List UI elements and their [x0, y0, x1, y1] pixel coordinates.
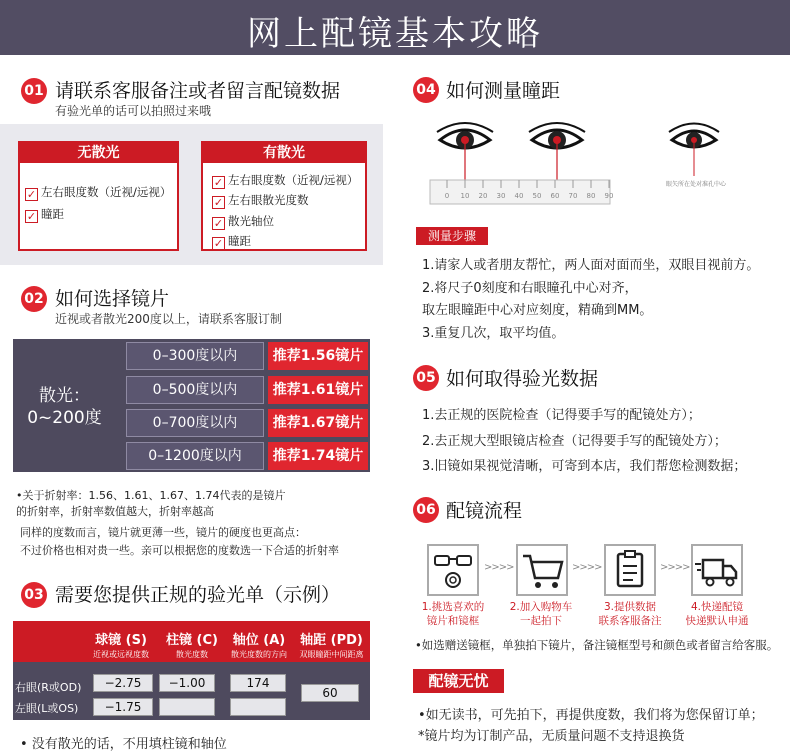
power-range-cell: 0–700度以内	[126, 409, 264, 437]
worry-free-badge: 配镜无忧	[413, 669, 504, 693]
data-source-item: 2.去正规大型眼镜店检查（记得要手写的配镜处方）；	[422, 434, 727, 449]
ruler-tick-label: 10	[460, 192, 470, 200]
section-02-subtitle: 近视或者散光200度以上，请联系客服订制	[55, 312, 282, 326]
lens-recommendation-cell: 推荐1.56镜片	[268, 342, 368, 370]
flow-step-caption: 1.挑选喜欢的 镜片和镜框	[421, 601, 485, 627]
section-number-06: 06	[413, 497, 439, 523]
flow-arrow: >>>>	[660, 562, 690, 573]
refraction-note-line: 不过价格也相对贵一些。亲可以根据您的度数选一下合适的折射率	[20, 544, 339, 557]
left-eye-label: 左眼(L或OS)	[15, 702, 79, 715]
measurement-step: 1.请家人或者朋友帮忙，两人面对面而坐，双眼目视前方。	[422, 258, 760, 273]
pd-value: 60	[301, 684, 359, 702]
measurement-step: 2.将尺子0刻度和右眼瞳孔中心对齐，	[422, 281, 638, 296]
measurement-step: 3.重复几次，取平均值。	[422, 326, 565, 341]
checklist-item: ✓ 左右眼度数（近视/远视）	[213, 173, 359, 189]
eye-caption: 眼矢所在处对准孔中心	[666, 181, 727, 188]
lens-recommendation-cell: 推荐1.61镜片	[268, 376, 368, 404]
check-icon: ✓	[213, 237, 224, 250]
glasses-icon	[429, 546, 477, 594]
right-axis-value: 174	[230, 674, 286, 692]
right-eye-label: 右眼(R或OD)	[15, 681, 82, 694]
check-icon: ✓	[213, 217, 224, 230]
refraction-note-line: 同样的度数而言，镜片就更薄一些，镜片的硬度也更高点：	[20, 526, 306, 539]
measurement-steps-tag: 测量步骤	[416, 227, 488, 245]
checklist-item: ✓ 瞳距	[213, 234, 251, 250]
section-06-title: 配镜流程	[446, 500, 523, 522]
ruler-tick-label: 40	[514, 192, 524, 200]
section-03-footnote: • 没有散光的话，不用填柱镜和轴位	[20, 737, 227, 752]
astigmatism-range-label: 散光： 0~200度	[27, 386, 102, 428]
ruler-tick-label: 30	[496, 192, 506, 200]
lens-recommendation-cell: 推荐1.74镜片	[268, 442, 368, 470]
section-04-title: 如何测量瞳距	[446, 80, 561, 102]
sphere-header: 球镜 (S) 近视或远视度数	[93, 633, 149, 659]
clipboard-icon	[606, 546, 654, 594]
page-title: 网上配镜基本攻略	[247, 14, 543, 54]
check-icon: ✓	[26, 210, 37, 223]
measurement-step: 取左眼瞳距中心对应刻度，精确到MM。	[422, 303, 653, 318]
astigmatism-header: 有散光	[203, 143, 365, 163]
pd-ruler-illustration	[425, 118, 625, 208]
ruler-tick-label: 90	[604, 192, 614, 200]
checklist-item: ✓ 左右眼度数（近视/远视）	[26, 185, 172, 201]
data-source-item: 1.去正规的医院检查（记得要手写的配镜处方）；	[422, 408, 701, 423]
check-icon: ✓	[26, 188, 37, 201]
lens-recommendation-table	[13, 339, 370, 472]
section-number-05: 05	[413, 365, 439, 391]
section-number-01: 01	[21, 78, 47, 104]
section-02-title: 如何选择镜片	[55, 288, 170, 310]
flow-arrow: >>>>	[572, 562, 602, 573]
prescription-requirements-panel	[0, 124, 383, 265]
left-sphere-value: −1.75	[93, 698, 153, 716]
right-sphere-value: −2.75	[93, 674, 153, 692]
no-astigmatism-header: 无散光	[20, 143, 177, 163]
pd-eye-detail-illustration	[660, 118, 770, 198]
section-number-02: 02	[21, 286, 47, 312]
flow-step-caption: 2.加入购物车 一起拍下	[509, 601, 573, 627]
cylinder-header: 柱镜 (C) 散光度数	[166, 633, 218, 659]
flow-step-caption: 4.快递配镜 快递默认申通	[685, 601, 749, 627]
flow-step-4-box	[691, 544, 743, 596]
checklist-item: ✓ 左右眼散光度数	[213, 193, 309, 209]
lens-recommendation-cell: 推荐1.67镜片	[268, 409, 368, 437]
ruler-tick-label: 70	[568, 192, 578, 200]
section-01-subtitle: 有验光单的话可以拍照过来哦	[55, 104, 212, 118]
ruler-tick-label: 20	[478, 192, 488, 200]
flow-arrow: >>>>	[484, 562, 514, 573]
section-03-title: 需要您提供正规的验光单（示例）	[55, 584, 341, 606]
cart-icon	[518, 546, 566, 594]
power-range-cell: 0–300度以内	[126, 342, 264, 370]
refraction-note-line: •关于折射率：1.56、1.61、1.67、1.74代表的是镜片	[16, 489, 286, 502]
right-cylinder-value: −1.00	[159, 674, 215, 692]
prescription-table-body	[13, 662, 370, 720]
left-cylinder-value	[159, 698, 215, 716]
section-number-03: 03	[21, 582, 47, 608]
power-range-cell: 0–1200度以内	[126, 442, 264, 470]
section-01-title: 请联系客服备注或者留言配镜数据	[55, 80, 341, 102]
axis-header: 轴位 (A) 散光度数的方向	[231, 633, 287, 659]
truck-icon	[693, 546, 741, 594]
pd-header: 轴距 (PD) 双眼瞳距中间距离	[299, 633, 364, 659]
ruler-tick-label: 0	[444, 192, 450, 200]
ruler-tick-label: 50	[532, 192, 542, 200]
check-icon: ✓	[213, 196, 224, 209]
refraction-note-line: 的折射率，折射率数值越大，折射率越高	[16, 505, 214, 518]
data-source-item: 3.旧镜如果视觉清晰，可寄到本店，我们帮您检测数据；	[422, 459, 747, 474]
flow-step-3-box	[604, 544, 656, 596]
title-banner	[0, 0, 790, 55]
flow-step-1-box	[427, 544, 479, 596]
flow-step-2-box	[516, 544, 568, 596]
worry-free-line: *镜片均为订制产品，无质量问题不支持退换货	[418, 729, 685, 744]
left-axis-value	[230, 698, 286, 716]
ruler-tick-label: 60	[550, 192, 560, 200]
worry-free-line: •如无读书，可先拍下，再提供度数，我们将为您保留订单；	[418, 708, 764, 723]
section-05-title: 如何取得验光数据	[446, 368, 599, 390]
section-06-note: •如选赠送镜框，单独拍下镜片，备注镜框型号和颜色或者留言给客服。	[415, 638, 779, 652]
power-range-cell: 0–500度以内	[126, 376, 264, 404]
section-number-04: 04	[413, 77, 439, 103]
check-icon: ✓	[213, 176, 224, 189]
prescription-table-header	[13, 621, 370, 662]
checklist-item: ✓ 散光轴位	[213, 214, 274, 230]
checklist-item: ✓ 瞳距	[26, 207, 64, 223]
ruler-tick-label: 80	[586, 192, 596, 200]
flow-step-caption: 3.提供数据 联系客服备注	[598, 601, 662, 627]
